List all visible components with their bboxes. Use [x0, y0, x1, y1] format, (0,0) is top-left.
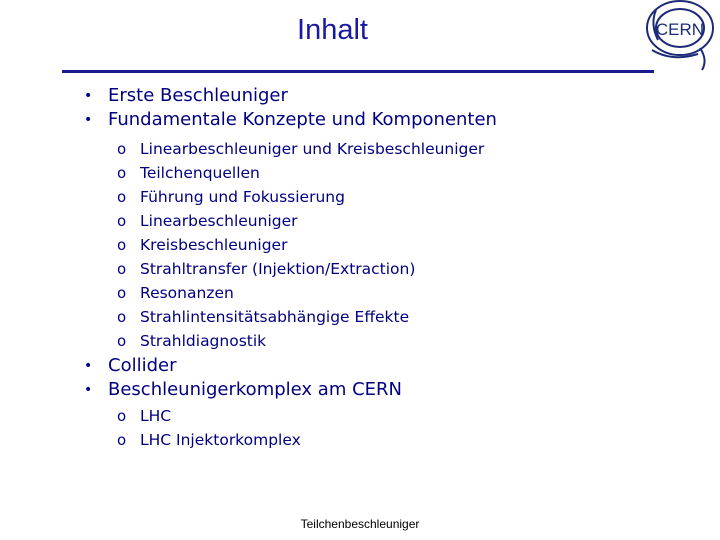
circle-bullet-icon: o — [117, 236, 127, 254]
bullet-icon: • — [84, 382, 93, 398]
sublist-item — [0, 137, 720, 161]
sub-item-label: Führung und Fokussierung — [140, 188, 345, 206]
sublist-concepts — [0, 137, 720, 353]
circle-bullet-icon: o — [117, 164, 127, 182]
sublist-item — [0, 161, 720, 185]
list-item — [0, 378, 720, 402]
sublist-item — [0, 209, 720, 233]
list-item — [0, 354, 720, 378]
item-label: Collider — [108, 355, 177, 376]
sub-item-label: Strahltransfer (Injektion/Extraction) — [140, 260, 416, 278]
sublist-item — [0, 305, 720, 329]
outline — [0, 84, 720, 452]
sub-item-label: LHC Injektorkomplex — [140, 431, 301, 449]
circle-bullet-icon: o — [117, 260, 127, 278]
bullet-icon: • — [84, 88, 93, 104]
sub-item-label: Strahldiagnostik — [140, 332, 267, 350]
sublist-item — [0, 404, 720, 428]
title-underline — [62, 70, 654, 73]
item-label: Erste Beschleuniger — [108, 85, 288, 106]
bullet-icon: • — [84, 112, 93, 128]
sublist-cern — [0, 404, 720, 452]
circle-bullet-icon: o — [117, 407, 127, 425]
item-label: Beschleunigerkomplex am CERN — [108, 379, 402, 400]
sublist-item — [0, 185, 720, 209]
circle-bullet-icon: o — [117, 284, 127, 302]
circle-bullet-icon: o — [117, 332, 127, 350]
sublist-item — [0, 233, 720, 257]
sub-item-label: Resonanzen — [140, 284, 234, 302]
sub-item-label: LHC — [140, 407, 172, 425]
cern-logo — [642, 0, 720, 72]
list-item — [0, 84, 720, 108]
sublist-item — [0, 281, 720, 305]
sub-item-label: Linearbeschleuniger und Kreisbeschleuniger — [140, 140, 485, 158]
sublist-item — [0, 257, 720, 281]
sub-item-label: Teilchenquellen — [140, 164, 260, 182]
circle-bullet-icon: o — [117, 308, 127, 326]
circle-bullet-icon: o — [117, 140, 127, 158]
circle-bullet-icon: o — [117, 188, 127, 206]
svg-text:CERN: CERN — [655, 20, 705, 39]
sub-item-label: Kreisbeschleuniger — [140, 236, 288, 254]
circle-bullet-icon: o — [117, 431, 127, 449]
list-item — [0, 108, 720, 132]
item-label: Fundamentale Konzepte und Komponenten — [108, 109, 497, 130]
slide-title: Inhalt — [297, 14, 368, 46]
sublist-item — [0, 329, 720, 353]
sublist-item — [0, 428, 720, 452]
bullet-icon: • — [84, 358, 93, 374]
sub-item-label: Strahlintensitätsabhängige Effekte — [140, 308, 410, 326]
sub-item-label: Linearbeschleuniger — [140, 212, 298, 230]
slide-footer: Teilchenbeschleuniger — [300, 517, 420, 531]
circle-bullet-icon: o — [117, 212, 127, 230]
